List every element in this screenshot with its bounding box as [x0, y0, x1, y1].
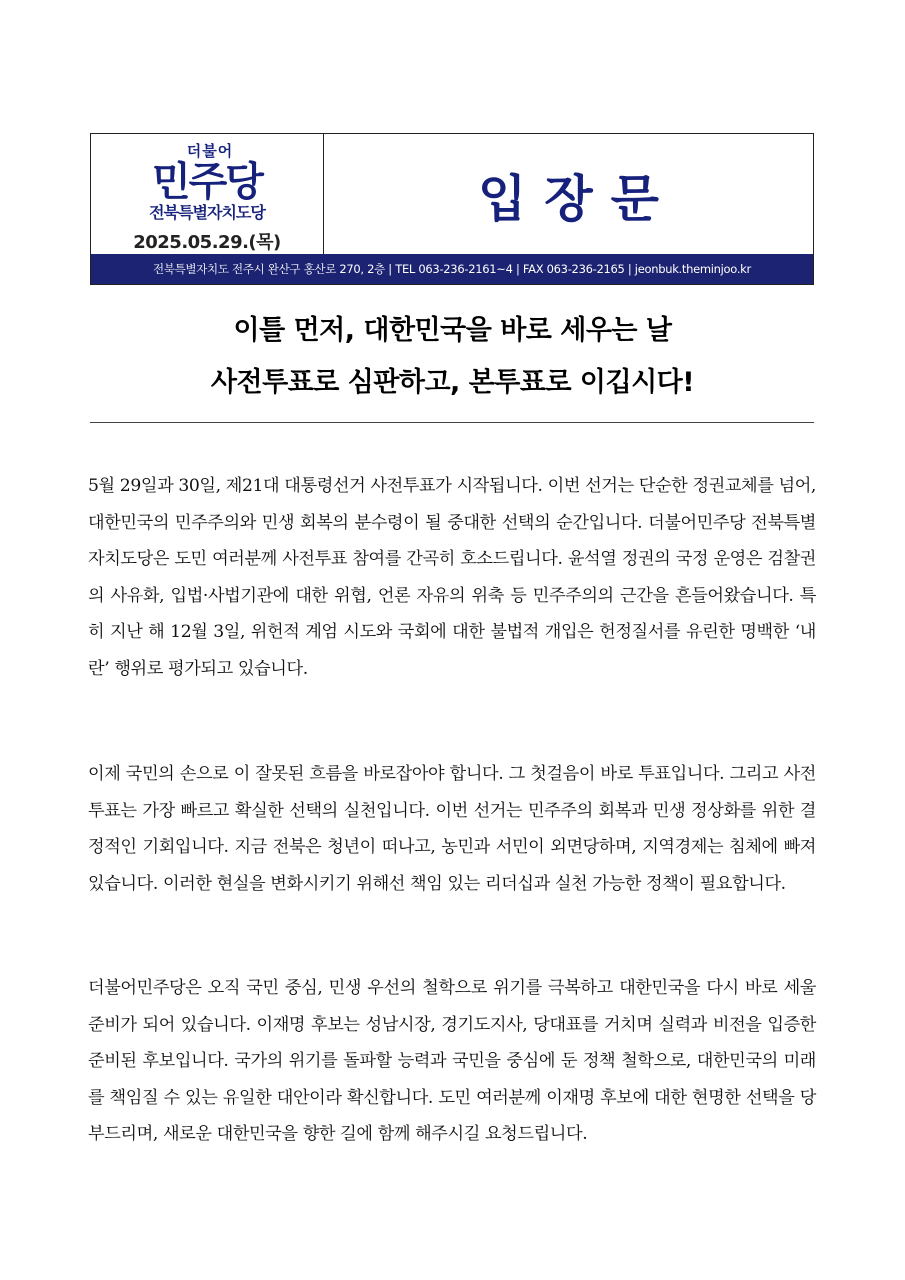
logo-branch-text: 전북특별자치도당 [149, 203, 265, 222]
release-date: 2025.05.29.(목) [133, 232, 281, 253]
headline-line-2: 사전투표로 심판하고, 본투표로 이깁시다! [210, 367, 695, 398]
body-paragraph-3: 더불어민주당은 오직 국민 중심, 민생 우선의 철학으로 위기를 극복하고 대한민국을 다시 바로 세울 준비가 되어 있습니다. 이재명 후보는 성남시장, 경기도지사, 당대표를 거치며 실력과 비전을 입증한 준비된 후보입니다. 국가의 위기를 돌파할 능력과 국민을 중심에 둔 정책 철학으로, 대한민국의 미래를 책임질 수 있는 유일한 대안이라 확신합니다. 도민 여러분께 이재명 후보에 대한 현명한 선택을 당부드리며, 새로운 대한민국을 향한 길에 함께 해주시길 요청드립니다. [88, 978, 816, 1144]
headline-line-1: 이틀 먼저, 대한민국을 바로 세우는 날 [233, 315, 672, 346]
party-logo [91, 134, 324, 255]
divider [90, 422, 814, 423]
doc-type-cell [324, 134, 813, 255]
contact-bar: 전북특별자치도 전주시 완산구 홍산로 270, 2층 | TEL 063-236-2161~4 | FAX 063-236-2165 | jeonbuk.theminjoo.kr [91, 254, 813, 284]
logo-small-text: 더불어 [186, 142, 234, 160]
doc-type-title: 입장문 [478, 169, 677, 228]
body-paragraph-1: 5월 29일과 30일, 제21대 대통령선거 사전투표가 시작됩니다. 이번 선거는 단순한 정권교체를 넘어, 대한민국의 민주주의와 민생 회복의 분수령이 될 중대한 선택의 순간입니다. 더불어민주당 전북특별자치도당은 도민 여러분께 사전투표 참여를 간곡히 호소드립니다. 윤석열 정권의 국정 운영은 검찰권의 사유화, 입법·사법기관에 대한 위협, 언론 자유의 위축 등 민주주의의 근간을 흔들어왔습니다. 특히 지난 해 12월 3일, 위헌적 계엄 시도와 국회에 대한 불법적 개입은 헌정질서를 유린한 명백한 ‘내란’ 행위로 평가되고 있습니다. [88, 476, 816, 679]
logo-main-text: 민주당 [152, 159, 262, 205]
body-paragraph-2: 이제 국민의 손으로 이 잘못된 흐름을 바로잡아야 합니다. 그 첫걸음이 바로 투표입니다. 그리고 사전투표는 가장 빠르고 확실한 선택의 실천입니다. 이번 선거는 민주주의 회복과 민생 정상화를 위한 결정적인 기회입니다. 지금 전북은 청년이 떠나고, 농민과 서민이 외면당하며, 지역경제는 침체에 빠져 있습니다. 이러한 현실을 변화시키기 위해선 책임 있는 리더십과 실천 가능한 정책이 필요합니다. [88, 764, 816, 894]
press-header [90, 133, 814, 285]
